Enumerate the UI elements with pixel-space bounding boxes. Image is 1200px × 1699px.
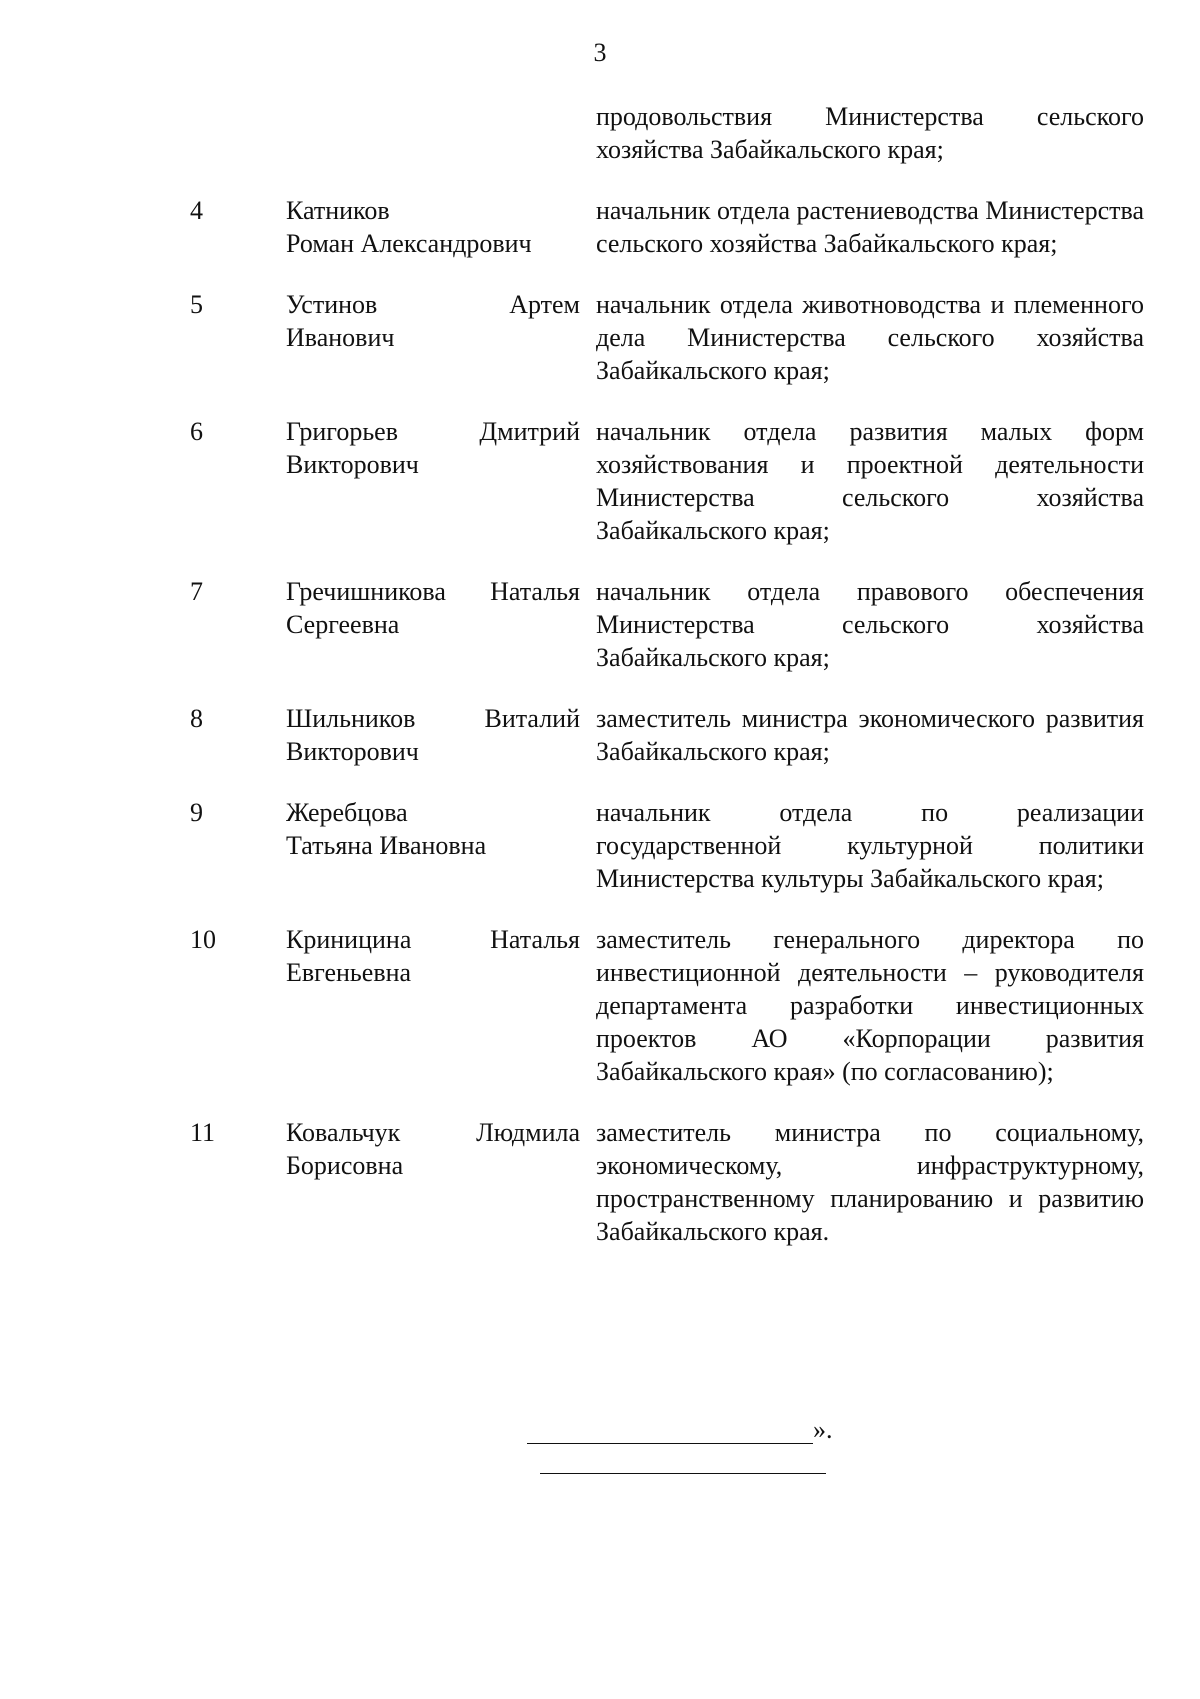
member-name-line2: Викторович: [286, 737, 419, 766]
end-rule: [540, 1473, 826, 1474]
member-row: [190, 415, 1145, 547]
row-number: 6: [190, 417, 203, 446]
row-number: 10: [190, 925, 216, 954]
commission-members-list: [190, 100, 1145, 1276]
member-position: заместитель министра по социальному, экономическому, инфраструктурному, пространственному планированию и развитию Забайкальского края.: [596, 1118, 1144, 1246]
member-row: [190, 702, 1145, 768]
continuation-row: [190, 100, 1145, 166]
closing-quote-mark: ».: [813, 1415, 833, 1444]
member-row: [190, 1116, 1145, 1248]
member-name-line1: Ковальчук Людмила: [286, 1118, 580, 1147]
member-name: [286, 575, 580, 641]
member-position: начальник отдела животноводства и племенного дела Министерства сельского хозяйства Забайкальского края;: [596, 290, 1144, 385]
member-name-line1: Жеребцова: [286, 798, 408, 827]
member-position: начальник отдела правового обеспечения Министерства сельского хозяйства Забайкальского края;: [596, 577, 1144, 672]
member-name-line2: Татьяна Ивановна: [286, 831, 487, 860]
member-name-line1: Криницина Наталья: [286, 925, 580, 954]
row-number: 4: [190, 196, 203, 225]
member-position: заместитель министра экономического развития Забайкальского края;: [596, 704, 1144, 766]
row-number: 5: [190, 290, 203, 319]
page-number: 3: [593, 38, 607, 67]
member-name: [286, 415, 580, 481]
member-row: [190, 194, 1145, 260]
member-name-line1: Шильников Виталий: [286, 704, 580, 733]
member-rows: [190, 194, 1145, 1248]
member-name: [286, 194, 580, 260]
member-name-line1: Григорьев Дмитрий: [286, 417, 580, 446]
member-name: [286, 288, 580, 354]
row-number: 8: [190, 704, 203, 733]
row-number: 11: [190, 1118, 216, 1147]
member-name-line2: Викторович: [286, 450, 419, 479]
member-name-line2: Борисовна: [286, 1151, 404, 1180]
member-name-line1: Гречишникова Наталья: [286, 577, 580, 606]
member-name: [286, 702, 580, 768]
member-name-line1: Катников: [286, 196, 390, 225]
member-position: продовольствия Министерства сельского хозяйства Забайкальского края;: [596, 102, 1144, 164]
member-row: [190, 923, 1145, 1088]
member-position: заместитель генерального директора по инвестиционной деятельности – руководителя департамента разработки инвестиционных проектов АО «Корпорации развития Забайкальского края» (по согласованию);: [596, 925, 1144, 1086]
member-row: [190, 796, 1145, 895]
member-name-line2: Евгеньевна: [286, 958, 412, 987]
member-row: [190, 575, 1145, 674]
closing-rule: [527, 1415, 813, 1444]
member-position: начальник отдела развития малых форм хозяйствования и проектной деятельности Министерства сельского хозяйства Забайкальского края;: [596, 417, 1144, 545]
row-number: 9: [190, 798, 203, 827]
member-position: начальник отдела растениеводства Министерства сельского хозяйства Забайкальского края;: [596, 196, 1144, 258]
member-position: начальник отдела по реализации государственной культурной политики Министерства культуры Забайкальского края;: [596, 798, 1144, 893]
row-number: 7: [190, 577, 203, 606]
member-name: [286, 796, 580, 862]
member-name-line1: Устинов Артем: [286, 290, 580, 319]
member-name-line2: Сергеевна: [286, 610, 400, 639]
member-name: [286, 923, 580, 989]
member-row: [190, 288, 1145, 387]
member-name: [286, 1116, 580, 1182]
member-name-line2: Роман Александрович: [286, 229, 532, 258]
member-name-line2: Иванович: [286, 323, 395, 352]
